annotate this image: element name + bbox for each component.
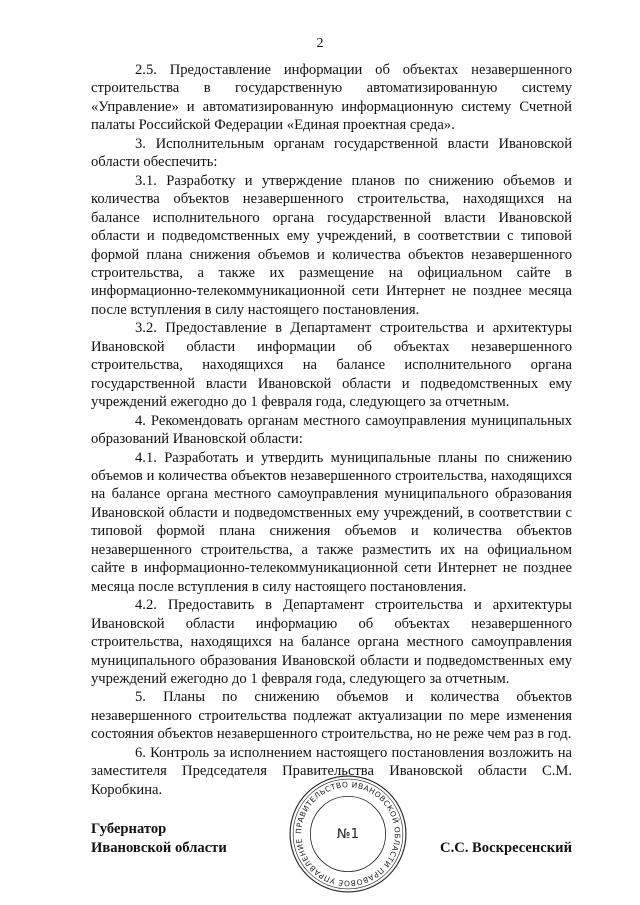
seal-center-text: №1 [336, 827, 360, 843]
paragraph-3-2: 3.2. Предоставление в Департамент строительства и архитектуры Ивановской области информации об объектах незавершенного строительства, находящихся на балансе исполнительного органа государственной власти Ивановской области и подведомственных ему учреждений ежегодно до 1 февраля года, следующего за отчетным. [91, 320, 572, 411]
signatory-title-line1: Губернатор [91, 821, 167, 837]
paragraph-4: 4. Рекомендовать органам местного самоуправления муниципальных образований Ивановской области: [91, 412, 572, 448]
paragraph-3: 3. Исполнительным органам государственной власти Ивановской области обеспечить: [91, 135, 572, 171]
page-number: 2 [316, 36, 324, 51]
document-body [91, 61, 572, 799]
paragraph-4-2: 4.2. Предоставить в Департамент строительства и архитектуры Ивановской области информацию об объектах незавершенного строительства, находящихся на балансе органа местного самоуправления муниципального образования Ивановской области и подведомственных ему учреждений ежегодно до 1 февраля года, следующего за отчетным. [91, 597, 572, 687]
signatory-name: С.С. Воскресенский [440, 839, 572, 856]
paragraph-6: 6. Контроль за исполнением настоящего постановления возложить на заместителя Председателя Правительства Ивановской области С.М. Коробкина. [91, 744, 572, 798]
paragraph-2-5: 2.5. Предоставление информации об объектах незавершенного строительства в государственную автоматизированную систему «Управление» и автоматизированную информационную систему Счетной палаты Российской Федерации «Единая проектная среда». [91, 62, 572, 134]
paragraph-3-1: 3.1. Разработку и утверждение планов по снижению объемов и количества объектов незавершенного строительства, находящихся на балансе исполнительного органа государственной власти Ивановской области и подведомственных ему учреждений, в соответствии с типовой формой плана снижения объемов и количества объектов незавершенного строительства, а также их размещение на официальном сайте в информационно-телекоммуникационной сети Интернет не позднее месяца после вступления в силу настоящего постановления. [91, 172, 572, 318]
signatory-title-line2: Ивановской области [91, 839, 227, 856]
seal-ring-text: ПРАВИТЕЛЬСТВО ИВАНОВСКОЙ ОБЛАСТИ ПРАВОВОЕ УПРАВЛЕНИЕ [294, 780, 402, 888]
paragraph-5: 5. Планы по снижению объемов и количества объектов незавершенного строительства подлежат актуализации по мере изменения состояния объектов незавершенного строительства, но не реже чем раз в год. [91, 689, 572, 743]
signatory-title [91, 820, 311, 857]
paragraph-4-1: 4.1. Разработать и утвердить муниципальные планы по снижению объемов и количества объектов незавершенного строительства, находящихся на балансе органа местного самоуправления муниципального образования Ивановской области и подведомственных ему учреждений, в соответствии с типовой формой плана снижения объемов и количества объектов незавершенного строительства, а также разместить их на официальном сайте в информационно-телекоммуникационной сети Интернет не позднее месяца после вступления в силу настоящего постановления. [91, 449, 572, 595]
